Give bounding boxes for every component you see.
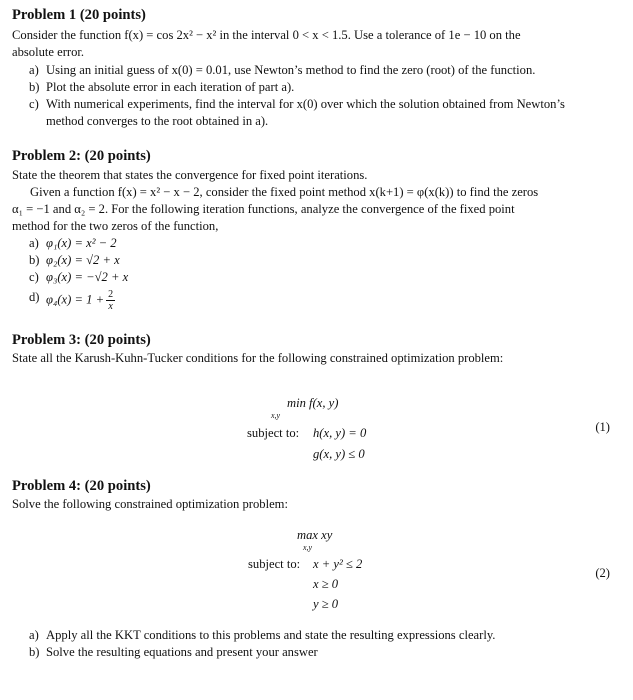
problem-4-item-b: b) Solve the resulting equations and present your answer xyxy=(29,645,318,659)
subject-to-label: subject to: xyxy=(247,426,300,440)
problem-4-intro: Solve the following constrained optimization problem: xyxy=(12,497,288,511)
objective: max xy xyxy=(297,528,333,542)
problem-2-body-line-3: method for the two zeros of the function, xyxy=(12,219,219,233)
objective: min f(x, y) xyxy=(287,396,339,410)
problem-2-item-a: a) φ₁(x) = x² − 2 xyxy=(29,236,117,250)
constraint-2: x ≥ 0 xyxy=(313,577,339,591)
problem-2-intro: State the theorem that states the convergence for fixed point iterations. xyxy=(12,168,368,182)
problem-4-item-a: a) Apply all the KKT conditions to this problems and state the resulting expressions clearly. xyxy=(29,628,496,642)
problem-2-items xyxy=(12,235,624,312)
subject-to-label: subject to: xyxy=(248,557,301,571)
fraction: $\frac{2}{x}$ xyxy=(108,289,114,312)
problem-2-body-line-2: α₁ = −1 and α₂ = 2. For the following iteration functions, analyze the convergence of the fixed point xyxy=(12,202,515,216)
problem-1-item-c: c) With numerical experiments, find the interval for x(0) over which the solution obtained from Newton’s method converges to the root obtained in a). xyxy=(29,97,565,128)
constraint-2: g(x, y) ≤ 0 xyxy=(313,447,365,461)
constraint-1: h(x, y) = 0 xyxy=(313,426,367,440)
problem-4-title: Problem 4: (20 points) xyxy=(12,478,151,494)
problem-2-body-line-1: Given a function f(x) = x² − x − 2, consider the fixed point method x(k+1) = φ(x(k)) to find the zeros xyxy=(30,185,539,199)
problem-1-intro-line-2: absolute error. xyxy=(12,45,85,59)
problem-4-items xyxy=(12,627,624,661)
problem-2-item-b: b) φ₂(x) = √2 + x xyxy=(29,253,120,267)
equation-number: (1) xyxy=(595,420,610,434)
problem-3-intro: State all the Karush-Kuhn-Tucker conditions for the following constrained optimization problem: xyxy=(12,351,504,365)
problem-1-items xyxy=(12,62,624,130)
equation-number: (2) xyxy=(595,566,610,580)
constraint-3: y ≥ 0 xyxy=(313,597,339,611)
problem-1-item-a: a) Using an initial guess of x(0) = 0.01, use Newton’s method to find the zero (root) of the function. xyxy=(29,63,536,77)
problem-2-item-d: d) φ₄(x) = 1 + $\frac{2}{x}$ xyxy=(29,289,114,312)
problem-1-intro-line-1: Consider the function f(x) = cos 2x² − x² in the interval 0 < x < 1.5. Use a tolerance of 1e − 10 on the xyxy=(12,28,521,42)
problem-2-title: Problem 2: (20 points) xyxy=(12,148,151,164)
problem-2-item-c: c) φ₃(x) = −√2 + x xyxy=(29,270,129,284)
problem-3-title: Problem 3: (20 points) xyxy=(12,332,151,348)
constraint-1: x + y² ≤ 2 xyxy=(313,557,363,571)
problem-1-title: Problem 1 (20 points) xyxy=(12,7,146,23)
problem-1-item-b: b) Plot the absolute error in each iteration of part a). xyxy=(29,80,295,94)
